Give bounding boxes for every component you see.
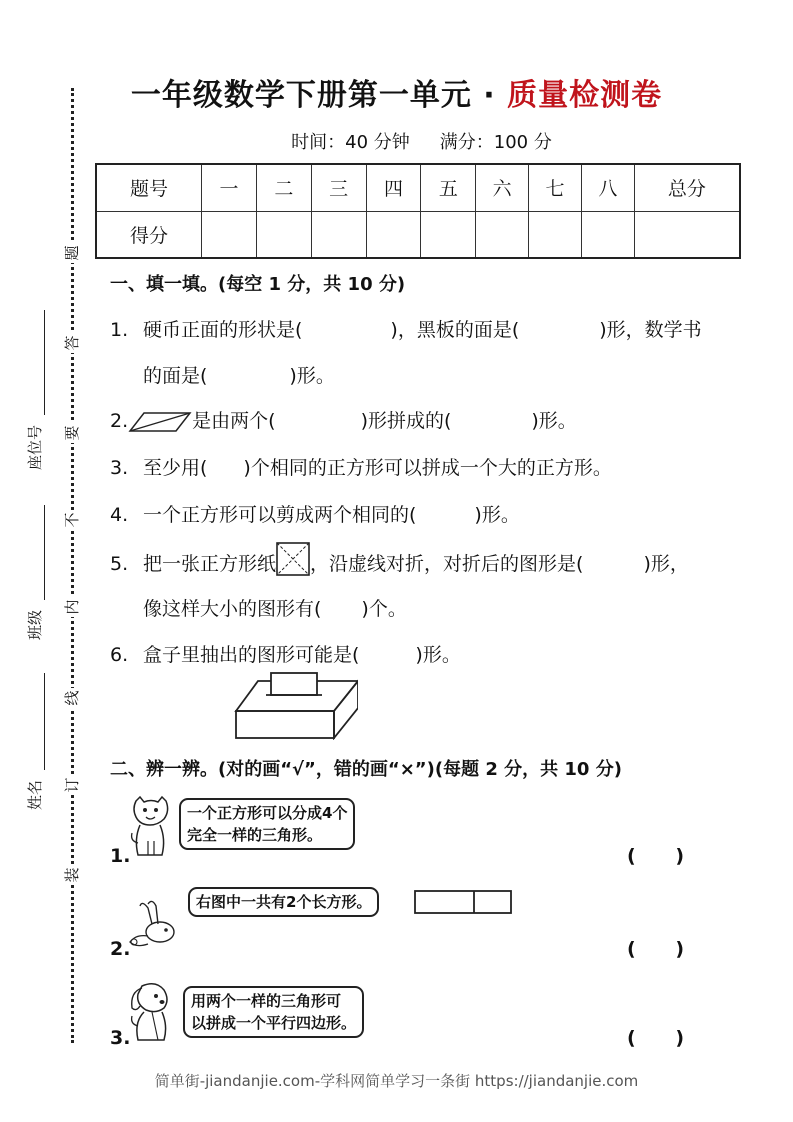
score-cell[interactable] [366, 211, 421, 258]
speech-bubble [179, 798, 355, 850]
question-number: 5. [110, 553, 129, 575]
question-text: )个。 [361, 598, 407, 620]
question-2 [110, 406, 577, 433]
question-text: ，沿虚线对折，对折后的图形是( [310, 553, 584, 575]
score-cell[interactable] [529, 211, 582, 258]
binding-char: 订 [62, 775, 82, 795]
binding-margin [0, 0, 100, 1122]
cat-icon [128, 795, 174, 859]
question-text: 盒子里抽出的图形可能是( [143, 644, 360, 666]
row-label: 题号 [96, 164, 202, 211]
col-header: 二 [256, 164, 311, 211]
col-header: 五 [421, 164, 476, 211]
table-row-header [96, 164, 740, 211]
binding-char: 线 [62, 688, 82, 708]
question-5 [110, 549, 689, 576]
footer-watermark: 简单街-jiandanjie.com-学科网简单学习一条街 https://jiandanjie.com [154, 1072, 639, 1090]
question-5-line2 [143, 594, 407, 621]
rabbit-icon [126, 898, 188, 950]
name-label: 姓名 [26, 779, 44, 810]
col-header: 七 [529, 164, 582, 211]
score-table [95, 163, 741, 259]
question-1-line2 [143, 361, 335, 388]
binding-char: 不 [62, 510, 82, 530]
col-header: 总分 [634, 164, 740, 211]
question-6 [110, 640, 461, 667]
row-label: 得分 [96, 211, 202, 258]
question-number: 6. [110, 644, 129, 666]
question-text: 是由两个( [192, 410, 276, 432]
parallelogram-icon [128, 411, 192, 433]
col-header: 六 [476, 164, 529, 211]
score-cell[interactable] [581, 211, 634, 258]
question-text: )形。 [474, 504, 520, 526]
col-header: 一 [202, 164, 257, 211]
binding-dotted-line [71, 88, 74, 1043]
col-header: 四 [366, 164, 421, 211]
box-with-block-icon [234, 670, 358, 740]
question-text: )形。 [289, 365, 335, 387]
bubble-text: 用两个一样的三角形可 [191, 992, 342, 1010]
bubble-text: 完全一样的三角形。 [187, 826, 323, 844]
answer-paren[interactable]: ( ) [627, 845, 685, 867]
question-text: 的面是( [143, 365, 208, 387]
question-text: )形。 [415, 644, 461, 666]
time-label: 时间：40 分钟 [291, 132, 410, 153]
square-with-diagonals-icon [276, 542, 310, 576]
score-cell[interactable] [421, 211, 476, 258]
score-cell-total[interactable] [634, 211, 740, 258]
question-text: 硬币正面的形状是( [143, 319, 303, 341]
binding-char: 答 [62, 333, 82, 353]
page-title [0, 70, 793, 114]
binding-char: 装 [62, 865, 82, 885]
answer-paren[interactable]: ( ) [627, 938, 685, 960]
col-header: 三 [311, 164, 366, 211]
answer-paren[interactable]: ( ) [627, 1027, 685, 1049]
question-text: 至少用( [143, 457, 208, 479]
seat-number-field[interactable] [44, 310, 45, 415]
two-rectangles-icon [414, 890, 512, 914]
question-number: 2. [110, 410, 129, 432]
binding-char: 内 [62, 597, 82, 617]
bubble-text: 一个正方形可以分成4个 [187, 804, 348, 822]
score-cell[interactable] [311, 211, 366, 258]
section2-heading: 二、辨一辨。(对的画“√”，错的画“×”)(每题 2 分，共 10 分) [110, 759, 622, 780]
bubble-text: 右图中一共有2个长方形。 [196, 893, 372, 911]
score-cell[interactable] [202, 211, 257, 258]
question-text: )形。 [531, 410, 577, 432]
question-number: 4. [110, 504, 129, 526]
binding-char: 要 [62, 423, 82, 443]
score-cell[interactable] [476, 211, 529, 258]
speech-bubble [188, 887, 379, 917]
question-text: )，黑板的面是( [390, 319, 520, 341]
seat-number-label: 座位号 [26, 424, 44, 470]
col-header: 八 [581, 164, 634, 211]
title-accent: 质量检测卷 [507, 78, 663, 113]
question-1 [110, 315, 702, 342]
question-number: 3. [110, 457, 129, 479]
speech-bubble [183, 986, 364, 1038]
question-text: )个相同的正方形可以拼成一个大的正方形。 [243, 457, 612, 479]
binding-char: 题 [62, 243, 82, 263]
question-text: 一个正方形可以剪成两个相同的( [143, 504, 417, 526]
item-number: 3. [110, 1027, 131, 1049]
class-label: 班级 [26, 609, 44, 640]
question-number: 1. [110, 319, 129, 341]
item-number: 1. [110, 845, 131, 867]
question-text: 像这样大小的图形有( [143, 598, 322, 620]
name-field[interactable] [44, 673, 45, 770]
question-text: )形，数学书 [599, 319, 702, 341]
question-text: )形， [643, 553, 689, 575]
question-4 [110, 500, 520, 527]
full-score-label: 满分：100 分 [439, 132, 552, 153]
question-text: )形拼成的( [360, 410, 452, 432]
bubble-text: 以拼成一个平行四边形。 [191, 1014, 357, 1032]
score-cell[interactable] [256, 211, 311, 258]
item-number: 2. [110, 938, 131, 960]
class-field[interactable] [44, 505, 45, 600]
dog-icon [128, 982, 180, 1046]
table-row-scores [96, 211, 740, 258]
question-text: 把一张正方形纸 [143, 553, 277, 575]
exam-info [0, 128, 793, 154]
section1-heading: 一、填一填。(每空 1 分，共 10 分) [110, 274, 406, 295]
question-3 [110, 453, 612, 480]
title-main: 一年级数学下册第一单元 · [130, 78, 508, 113]
